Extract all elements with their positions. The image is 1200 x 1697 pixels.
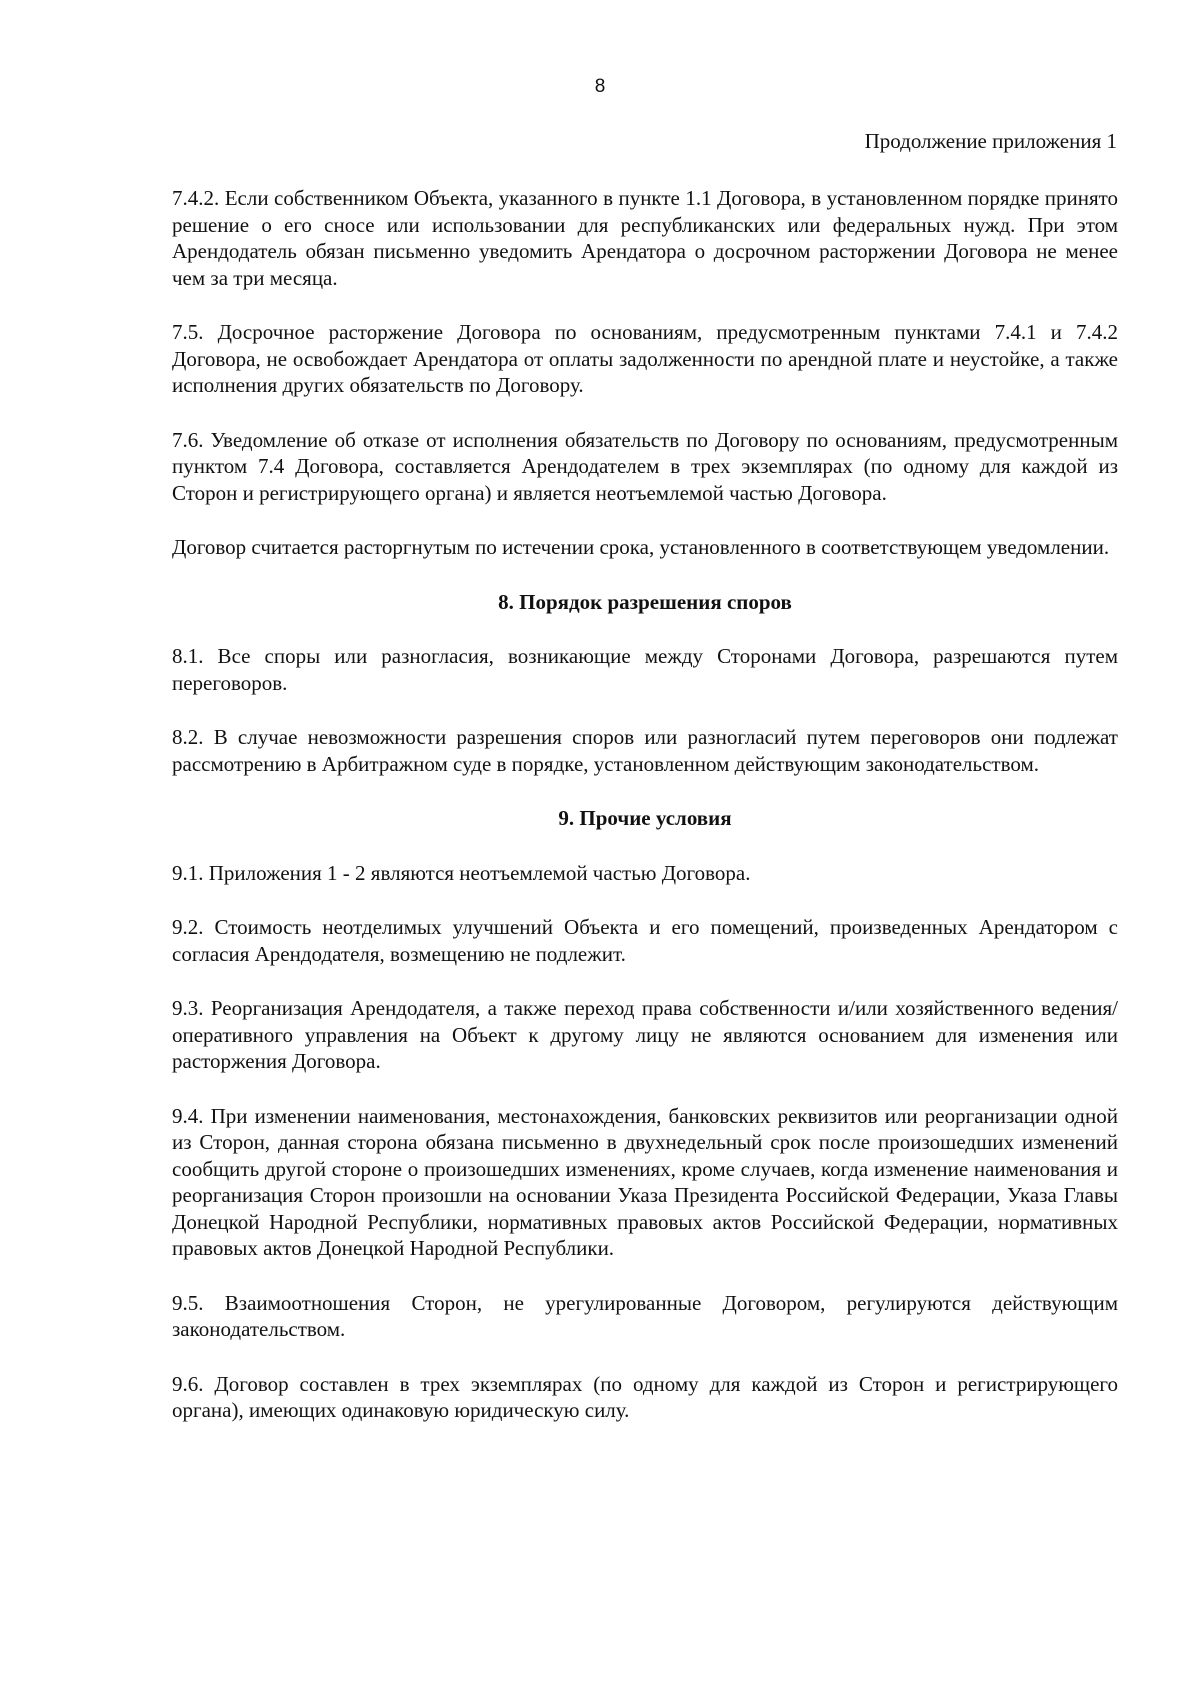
paragraph-8-1: 8.1. Все споры или разногласия, возникающие между Сторонами Договора, разрешаются путем переговоров.	[172, 644, 1118, 695]
document-body	[172, 185, 1118, 1452]
paragraph-8-2: 8.2. В случае невозможности разрешения споров или разногласий путем переговоров они подлежат рассмотрению в Арбитражном суде в порядке, установленном действующим законодательством.	[172, 725, 1118, 776]
section-9-heading: 9. Прочие условия	[558, 806, 732, 830]
paragraph-9-6: 9.6. Договор составлен в трех экземплярах (по одному для каждой из Сторон и регистрирующего органа), имеющих одинаковую юридическую силу.	[172, 1371, 1118, 1422]
continuation-note: Продолжение приложения 1	[864, 129, 1117, 153]
paragraph-9-2: 9.2. Стоимость неотделимых улучшений Объекта и его помещений, произведенных Арендатором с согласия Арендодателя, возмещению не подлежит.	[172, 915, 1118, 966]
paragraph-termination-note: Договор считается расторгнутым по истечении срока, установленного в соответствующем уведомлении.	[172, 535, 1110, 559]
paragraph-7-5: 7.5. Досрочное расторжение Договора по основаниям, предусмотренным пунктами 7.4.1 и 7.4.2 Договора, не освобождает Арендатора от оплаты задолженности по арендной плате и неустойке, а также исполнения других обязательств по Договору.	[172, 320, 1118, 397]
paragraph-9-3: 9.3. Реорганизация Арендодателя, а также переход права собственности и/или хозяйственного ведения/оперативного управления на Объект к другому лицу не являются основанием для изменения или расторжения Договора.	[172, 996, 1118, 1073]
page-number: 8	[594, 76, 606, 97]
paragraph-7-4-2: 7.4.2. Если собственником Объекта, указанного в пункте 1.1 Договора, в установленном порядке принято решение о его сносе или использовании для республиканских или федеральных нужд. При этом Арендодатель обязан письменно уведомить Арендатора о досрочном расторжении Договора не менее чем за три месяца.	[172, 186, 1118, 290]
paragraph-9-1: 9.1. Приложения 1 - 2 являются неотъемлемой частью Договора.	[172, 860, 751, 885]
paragraph-9-5: 9.5. Взаимоотношения Сторон, не урегулированные Договором, регулируются действующим законодательством.	[172, 1290, 1118, 1341]
section-8-heading: 8. Порядок разрешения споров	[498, 589, 792, 614]
paragraph-9-4: 9.4. При изменении наименования, местонахождения, банковских реквизитов или реорганизации одной из Сторон, данная сторона обязана письменно в двухнедельный срок после произошедших изменений сообщить другой стороне о произошедших изменениях, кроме случаев, когда изменение наименования и реорганизация Сторон произошли на основании Указа Президента Российской Федерации, Указа Главы Донецкой Народной Республики, нормативных правовых актов Российской Федерации, нормативных правовых актов Донецкой Народной Республики.	[172, 1103, 1118, 1260]
paragraph-7-6: 7.6. Уведомление об отказе от исполнения обязательств по Договору по основаниям, предусмотренным пунктом 7.4 Договора, составляется Арендодателем в трех экземплярах (по одному для каждой из Сторон и регистрирующего органа) и является неотъемлемой частью Договора.	[172, 427, 1118, 505]
